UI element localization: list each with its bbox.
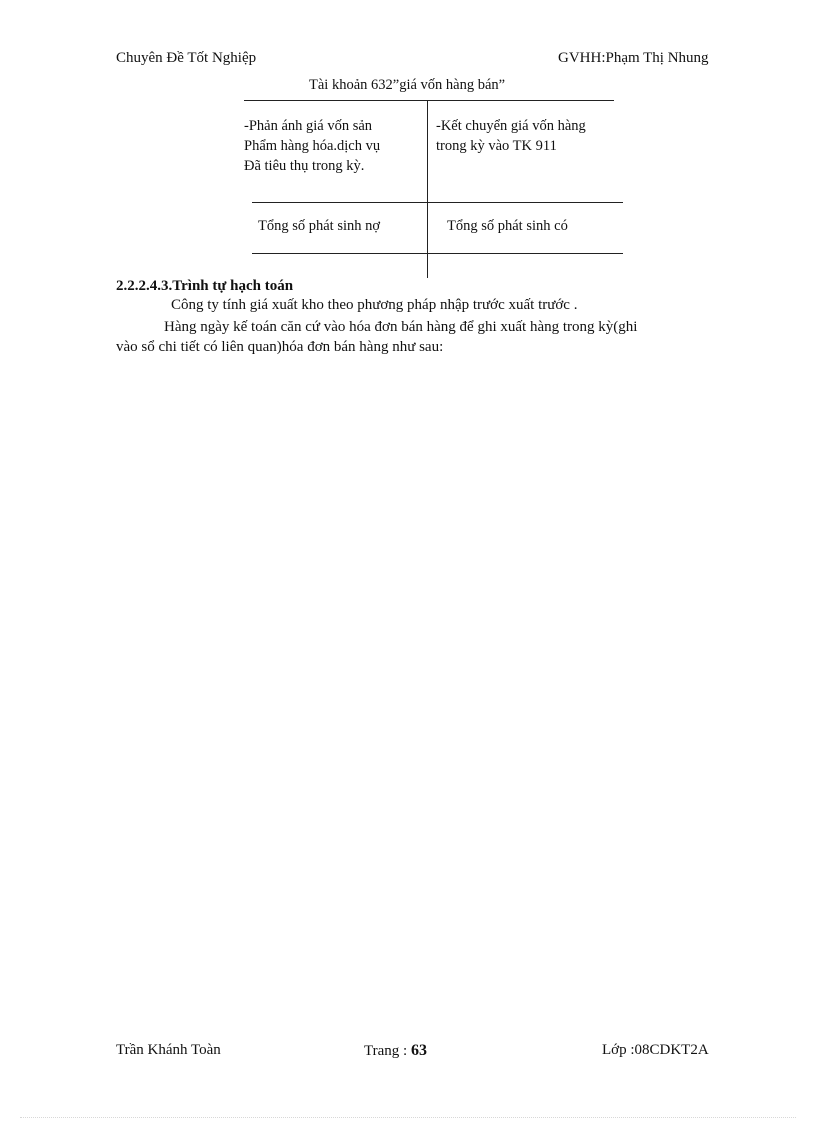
t-account-center-line — [427, 100, 428, 278]
page-label: Trang : — [364, 1043, 408, 1059]
header-left: Chuyên Đề Tốt Nghiệp — [116, 50, 257, 66]
credit-line-2: trong kỳ vào TK 911 — [436, 138, 557, 154]
paragraph-2-line-2: vào sổ chi tiết có liên quan)hóa đơn bán hàng như sau: — [116, 339, 444, 355]
paragraph-1: Công ty tính giá xuất kho theo phương pháp nhập trước xuất trước . — [171, 297, 578, 313]
debit-total: Tổng số phát sinh nợ — [258, 218, 381, 234]
credit-total: Tổng số phát sinh có — [447, 218, 568, 234]
t-account-title: Tài khoản 632”giá vốn hàng bán” — [309, 77, 506, 93]
debit-line-3: Đã tiêu thụ trong kỳ. — [244, 158, 365, 174]
credit-line-1: -Kết chuyển giá vốn hàng — [436, 118, 586, 134]
t-account-bottom-line — [252, 253, 623, 254]
t-account-top-line — [244, 100, 614, 101]
page-edge-divider — [20, 1117, 796, 1118]
page-number: 63 — [410, 1042, 427, 1059]
section-title: 2.2.2.4.3.Trình tự hạch toán — [116, 278, 294, 294]
header-right: GVHH:Phạm Thị Nhung — [558, 50, 709, 66]
footer-author: Trần Khánh Toàn — [116, 1042, 221, 1058]
paragraph-2-line-1: Hàng ngày kế toán căn cứ vào hóa đơn bán hàng để ghi xuất hàng trong kỳ(ghi — [164, 319, 638, 335]
footer-page — [364, 1042, 427, 1060]
t-account-mid-line — [252, 202, 623, 203]
footer-class: Lớp :08CDKT2A — [602, 1042, 709, 1058]
debit-line-1: -Phản ánh giá vốn sản — [244, 118, 373, 134]
debit-line-2: Phẩm hàng hóa.dịch vụ — [244, 138, 381, 154]
